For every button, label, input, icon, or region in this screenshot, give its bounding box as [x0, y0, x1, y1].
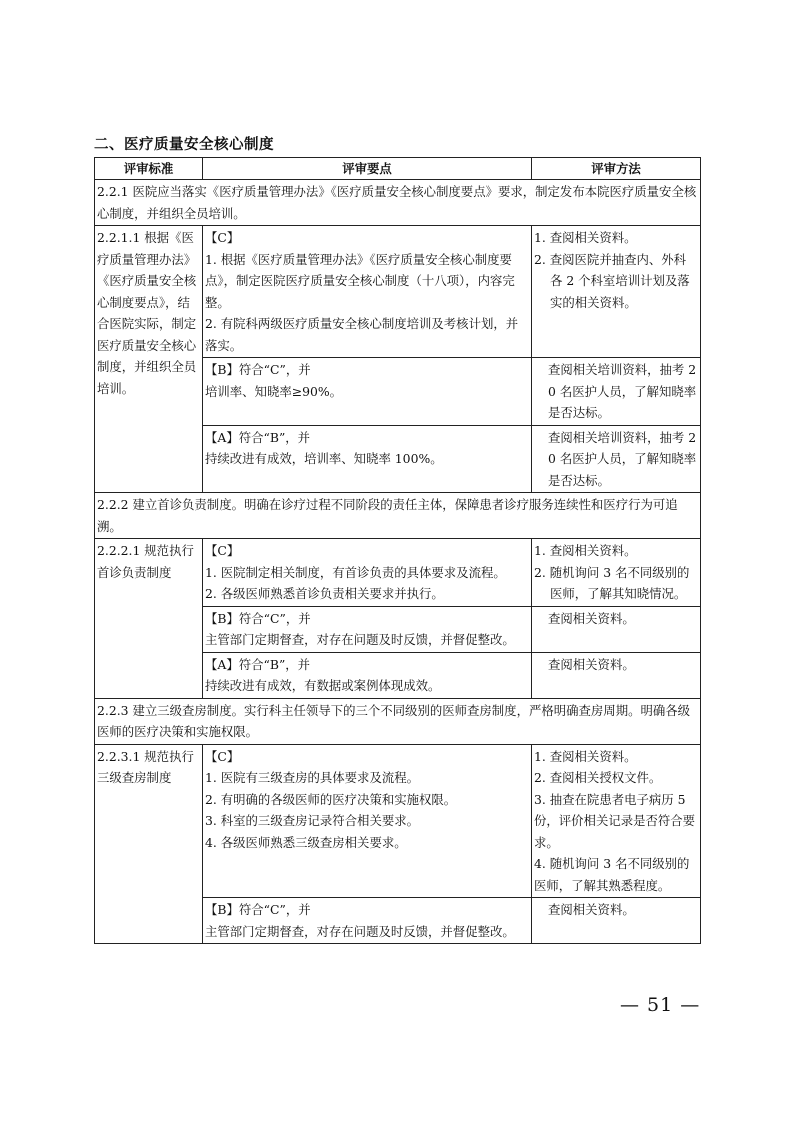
method-a — [532, 425, 701, 493]
standard-2-2-1-1: 2.2.1.1 根据《医疗质量管理办法》《医疗质量安全核心制度要点》，结合医院实际，制定医疗质量安全核心制度，并组织全员培训。 — [95, 226, 203, 493]
grade-c-label: 【C】 — [205, 748, 240, 764]
section-title: 二、医疗质量安全核心制度 — [94, 137, 274, 153]
points-c — [203, 744, 532, 898]
standard-2-2-3-1: 2.2.3.1 规范执行三级查房制度 — [95, 744, 203, 944]
method-a — [532, 652, 701, 698]
point-item: 持续改进有成效，有数据或案例体现成效。 — [205, 678, 441, 693]
point-item: 主管部门定期督查，对存在问题及时反馈，并督促整改。 — [205, 923, 515, 939]
review-standards-table — [94, 157, 701, 944]
section-title-row — [95, 698, 701, 744]
method-item: 1. 查阅相关资料。 — [534, 543, 637, 558]
points-a — [203, 652, 532, 698]
points-c — [203, 226, 532, 358]
grade-c-label: 【C】 — [205, 543, 240, 558]
table-row — [95, 539, 701, 607]
table-header-row — [95, 158, 701, 180]
point-item: 2. 各级医师熟悉首诊负责相关要求并执行。 — [205, 586, 444, 601]
method-item: 查阅相关资料。 — [548, 902, 635, 917]
grade-b-label: 【B】符合“C”，并 — [205, 902, 311, 917]
method-item: 2. 查阅医院并抽查内、外科各 2 个科室培训计划及落实的相关资料。 — [534, 251, 690, 310]
method-item: 查阅相关资料。 — [548, 610, 635, 626]
points-b — [203, 606, 532, 652]
method-b — [532, 358, 701, 426]
section-2-2-3-title: 2.2.3 建立三级查房制度。实行科主任领导下的三个不同级别的医师查房制度，严格明确查房周期。明确各级医师的医疗决策和实施权限。 — [95, 698, 701, 744]
method-c — [532, 226, 701, 358]
method-item: 4. 随机询问 3 名不同级别的医师，了解其熟悉程度。 — [534, 856, 690, 893]
grade-a-label: 【A】符合“B”，并 — [205, 656, 311, 672]
method-c — [532, 539, 701, 607]
point-item: 3. 科室的三级查房记录符合相关要求。 — [205, 813, 420, 828]
table-row — [95, 226, 701, 358]
page-number: — 51 — — [620, 994, 701, 1016]
section-title-row — [95, 180, 701, 226]
method-item: 1. 查阅相关资料。 — [534, 748, 637, 764]
method-item: 2. 查阅相关授权文件。 — [534, 770, 662, 785]
method-b — [532, 898, 701, 944]
header-method: 评审方法 — [532, 158, 701, 180]
point-item: 2. 有院科两级医疗质量安全核心制度培训及考核计划，并落实。 — [205, 316, 519, 353]
points-b — [203, 358, 532, 426]
method-item: 2. 随机询问 3 名不同级别的医师，了解其知晓情况。 — [534, 564, 690, 601]
point-item: 主管部门定期督查，对存在问题及时反馈，并督促整改。 — [205, 632, 515, 647]
grade-c-label: 【C】 — [205, 230, 240, 245]
grade-a-label: 【A】符合“B”，并 — [205, 429, 311, 445]
grade-b-label: 【B】符合“C”，并 — [205, 610, 311, 626]
point-item: 4. 各级医师熟悉三级查房相关要求。 — [205, 834, 407, 850]
points-c — [203, 539, 532, 607]
section-2-2-1-title: 2.2.1 医院应当落实《医疗质量管理办法》《医疗质量安全核心制度要点》要求，制定发布本院医疗质量安全核心制度，并组织全员培训。 — [95, 180, 701, 226]
method-item: 1. 查阅相关资料。 — [534, 230, 637, 245]
points-b — [203, 898, 532, 944]
method-item: 查阅相关资料。 — [548, 656, 635, 672]
method-c — [532, 744, 701, 898]
point-item: 培训率、知晓率≥90%。 — [205, 383, 343, 399]
points-a — [203, 425, 532, 493]
point-item: 1. 医院有三级查房的具体要求及流程。 — [205, 770, 420, 785]
point-item: 1. 根据《医疗质量管理办法》《医疗质量安全核心制度要点》，制定医院医疗质量安全核心制度（十八项），内容完整。 — [205, 251, 515, 310]
method-item: 3. 抽查在院患者电子病历 5 份，评价相关记录是否符合要求。 — [534, 791, 696, 850]
method-b — [532, 606, 701, 652]
section-2-2-2-title: 2.2.2 建立首诊负责制度。明确在诊疗过程不同阶段的责任主体，保障患者诊疗服务连续性和医疗行为可追溯。 — [95, 493, 701, 539]
section-title-row — [95, 493, 701, 539]
point-item: 持续改进有成效，培训率、知晓率 100%。 — [205, 451, 443, 466]
header-points: 评审要点 — [203, 158, 532, 180]
standard-2-2-2-1: 2.2.2.1 规范执行首诊负责制度 — [95, 539, 203, 699]
method-item: 查阅相关培训资料，抽考 20 名医护人员，了解知晓率是否达标。 — [548, 429, 697, 488]
header-standard: 评审标准 — [95, 158, 203, 180]
grade-b-label: 【B】符合“C”，并 — [205, 362, 311, 377]
table-row — [95, 744, 701, 898]
point-item: 2. 有明确的各级医师的医疗决策和实施权限。 — [205, 791, 457, 807]
method-item: 查阅相关培训资料，抽考 20 名医护人员，了解知晓率是否达标。 — [548, 362, 697, 420]
point-item: 1. 医院制定相关制度，有首诊负责的具体要求及流程。 — [205, 564, 506, 580]
